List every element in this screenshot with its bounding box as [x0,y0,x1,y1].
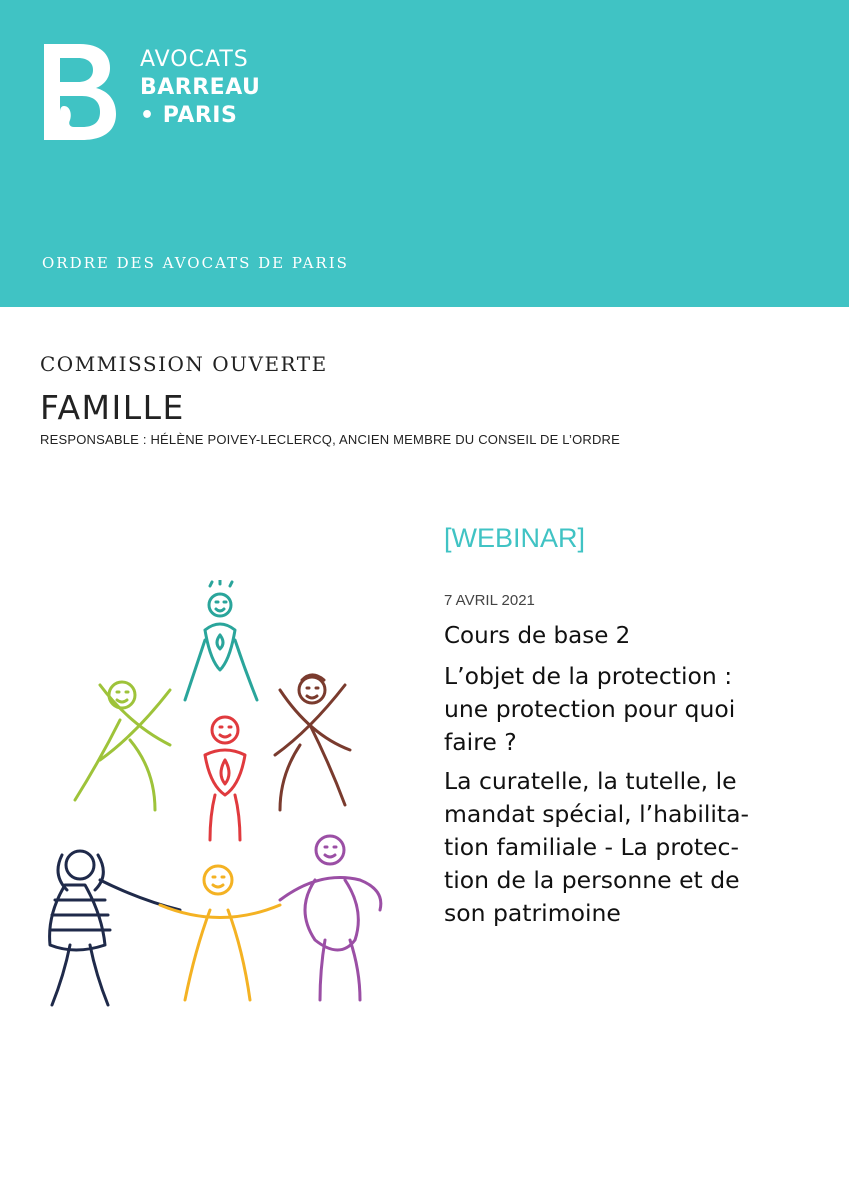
yellow-figure [160,866,280,1000]
green-figure [75,682,170,810]
event-date: 7 AVRIL 2021 [444,592,535,609]
brown-figure [275,675,350,810]
navy-figure [50,851,180,1005]
event-title-1: L’objet de la protection : une protection pour quoi faire ? [444,662,736,756]
event-title-2: La curatelle, la tutelle, le mandat spécial, l’habilita- tion familiale - La protec- tion de la personne et de son patrimoine [444,767,750,927]
commission-responsable: RESPONSABLE : HÉLÈNE POIVEY-LECLERCQ, ANCIEN MEMBRE DU CONSEIL DE L’ORDRE [40,432,621,447]
teal-figure [185,580,257,700]
logo-line-avocats: AVOCATS [140,47,249,72]
barreau-logo-icon [40,40,118,144]
red-figure [205,717,245,840]
commission-name: FAMILLE [40,388,185,427]
event-titles [444,660,824,936]
organization-name: ORDRE DES AVOCATS DE PARIS [42,254,349,272]
event-type: WEBINAR [451,523,578,553]
course-name: Cours de base 2 [444,623,631,649]
event-type-label: [WEBINAR] [444,523,586,553]
commission-label: COMMISSION OUVERTE [40,352,328,376]
purple-figure [280,836,381,1000]
logo-line-paris: • PARIS [140,103,238,128]
header-banner [0,0,849,307]
logo-wordmark [140,46,260,130]
logo-line-barreau: BARREAU [140,75,261,100]
family-figures-illustration [40,580,400,1025]
